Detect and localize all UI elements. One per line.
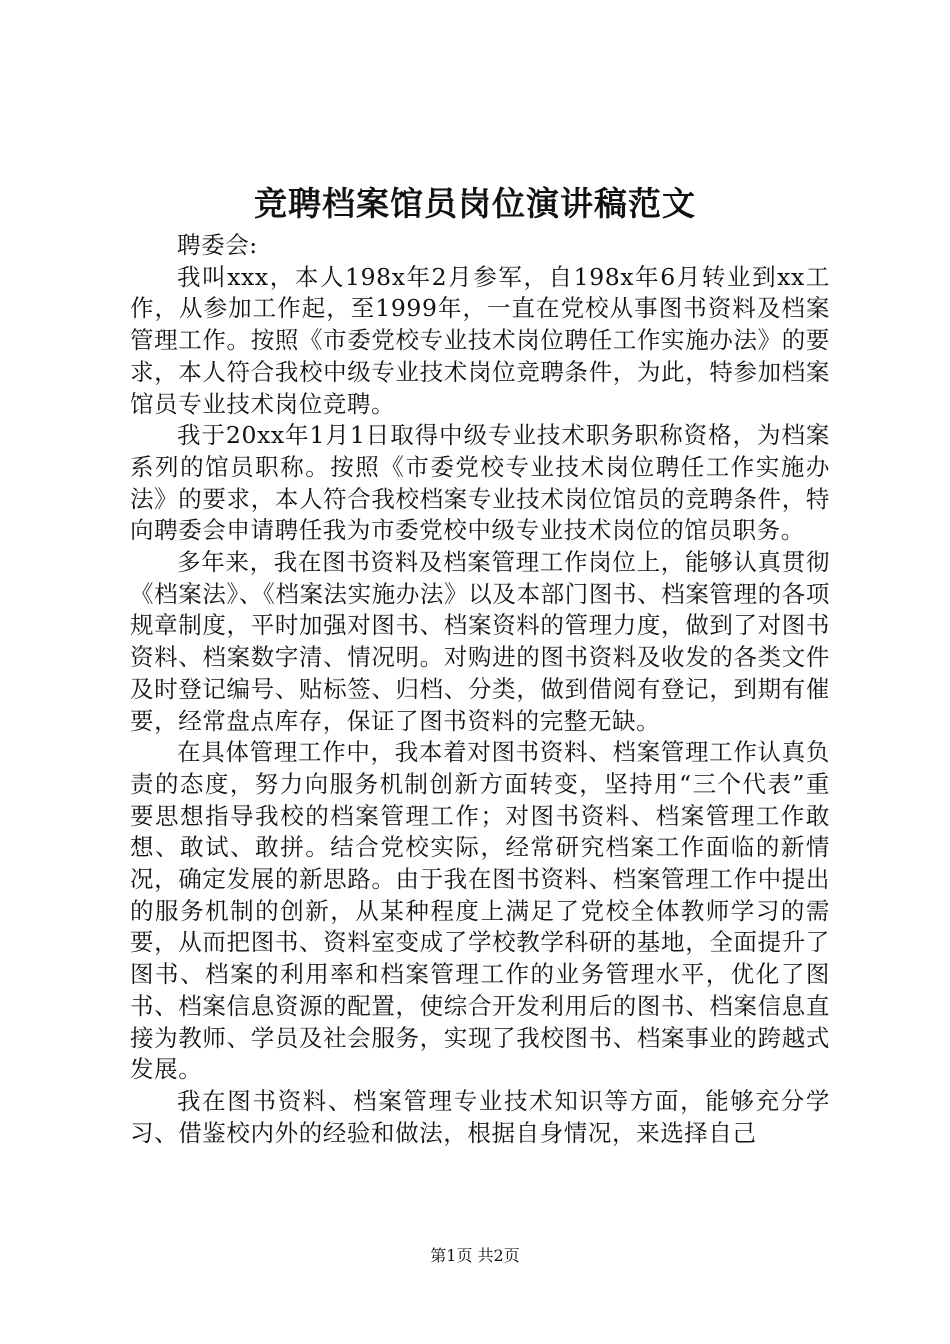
- paragraph: 在具体管理工作中，我本着对图书资料、档案管理工作认真负责的态度，努力向服务机制创新方面转变，坚持用“三个代表”重要思想指导我校的档案管理工作；对图书资料、档案管理工作敢想、敢试、敢拼。结合党校实际，经常研究档案工作面临的新情况，确定发展的新思路。由于我在图书资料、档案管理工作中提出的服务机制的创新，从某种程度上满足了党校全体教师学习的需要，从而把图书、资料室变成了学校教学科研的基地，全面提升了图书、档案的利用率和档案管理工作的业务管理水平，优化了图书、档案信息资源的配置，使综合开发利用后的图书、档案信息直接为教师、学员及社会服务，实现了我校图书、档案事业的跨越式发展。: [130, 738, 830, 1084]
- paragraph: 我叫xxx，本人198x年2月参军，自198x年6月转业到xx工作，从参加工作起，至1999年，一直在党校从事图书资料及档案管理工作。按照《市委党校专业技术岗位聘任工作实施办法》的要求，本人符合我校中级专业技术岗位竞聘条件，为此，特参加档案馆员专业技术岗位竞聘。: [130, 262, 830, 418]
- paragraph: 我在图书资料、档案管理专业技术知识等方面，能够充分学习、借鉴校内外的经验和做法，根据自身情况，来选择自己: [130, 1086, 830, 1147]
- page-number-footer: 第1页 共2页: [430, 1246, 520, 1265]
- salutation: 聘委会:: [177, 231, 258, 259]
- paragraph: 多年来，我在图书资料及档案管理工作岗位上，能够认真贯彻《档案法》、《档案法实施办法》以及本部门图书、档案管理的各项规章制度，平时加强对图书、档案资料的管理力度，做到了对图书资料、档案数字清、情况明。对购进的图书资料及收发的各类文件及时登记编号、贴标签、归档、分类，做到借阅有登记，到期有催要，经常盘点库存，保证了图书资料的完整无缺。: [130, 548, 830, 735]
- paragraph: 我于20xx年1月1日取得中级专业技术职务职称资格，为档案系列的馆员职称。按照《市委党校专业技术岗位聘任工作实施办法》的要求，本人符合我校档案专业技术岗位馆员的竞聘条件，特向聘委会申请聘任我为市委党校中级专业技术岗位的馆员职务。: [130, 421, 830, 545]
- document-title: 竞聘档案馆员岗位演讲稿范文: [254, 184, 696, 223]
- document-body: [130, 230, 830, 1149]
